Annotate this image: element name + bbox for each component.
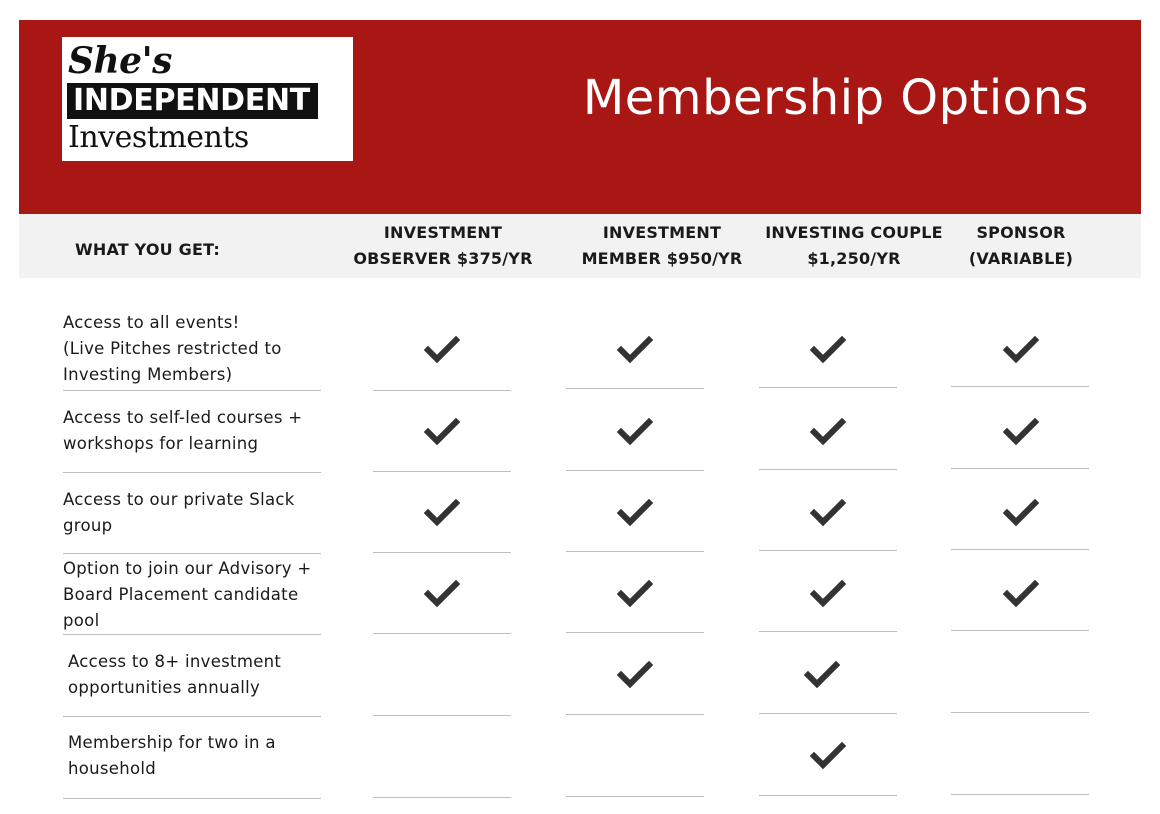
feature-label-line: Access to all events! (63, 313, 240, 332)
cell-divider (566, 796, 704, 797)
cell-divider (951, 794, 1089, 795)
tier-header-line-2: (VARIABLE) (968, 249, 1074, 268)
cell-divider (951, 630, 1089, 631)
checkmark-icon (810, 580, 846, 608)
feature-label (63, 556, 333, 634)
cell-divider (759, 550, 897, 551)
header-banner (19, 20, 1141, 214)
checkmark-icon (1003, 580, 1039, 608)
checkmark-icon (617, 336, 653, 364)
feature-label-line: Board Placement candidate (63, 585, 299, 604)
tier-header-line-1: INVESTMENT (383, 223, 503, 242)
checkmark-icon (810, 336, 846, 364)
feature-label (63, 405, 333, 457)
cell-divider (373, 552, 511, 553)
checkmark-icon (1003, 418, 1039, 446)
row-divider (63, 472, 321, 473)
checkmark-icon (804, 661, 840, 689)
tier-header-line-1: INVESTING COUPLE (765, 223, 943, 242)
cell-divider (566, 714, 704, 715)
feature-label-line: Access to 8+ investment (68, 652, 282, 671)
feature-label-line: pool (63, 611, 100, 630)
checkmark-icon (810, 418, 846, 446)
feature-label-line: Membership for two in a (68, 733, 276, 752)
feature-label-line: (Live Pitches restricted to (63, 339, 282, 358)
brand-logo (62, 37, 353, 161)
tier-header-line-1: INVESTMENT (602, 223, 722, 242)
cell-divider (373, 390, 511, 391)
checkmark-icon (424, 336, 460, 364)
feature-label (68, 649, 338, 701)
cell-divider (759, 713, 897, 714)
tier-header-line-2: $1,250/YR (807, 249, 901, 268)
cell-divider (951, 549, 1089, 550)
row-divider (63, 798, 321, 799)
logo-line-2: INDEPENDENT (67, 83, 318, 119)
table-header-row (19, 214, 1141, 278)
cell-divider (373, 797, 511, 798)
cell-divider (373, 715, 511, 716)
cell-divider (566, 388, 704, 389)
row-divider (63, 553, 321, 554)
tier-header-observer (345, 220, 541, 272)
cell-divider (759, 387, 897, 388)
logo-line-3: Investments (68, 120, 249, 155)
row-divider (63, 634, 321, 635)
tier-header-member (564, 220, 760, 272)
feature-label-line: Access to self-led courses + (63, 408, 303, 427)
tier-header-line-2: OBSERVER $375/YR (353, 249, 533, 268)
feature-label-line: Option to join our Advisory + (63, 559, 312, 578)
feature-column-header: WHAT YOU GET: (75, 240, 220, 259)
cell-divider (566, 470, 704, 471)
tier-header-couple (756, 220, 952, 272)
checkmark-icon (617, 418, 653, 446)
row-divider (63, 390, 321, 391)
feature-label (68, 730, 338, 782)
feature-label-line: opportunities annually (68, 678, 261, 697)
feature-label (63, 487, 333, 539)
checkmark-icon (424, 580, 460, 608)
feature-label-line: household (68, 759, 157, 778)
checkmark-icon (810, 499, 846, 527)
checkmark-icon (617, 499, 653, 527)
tier-header-line-1: SPONSOR (976, 223, 1066, 242)
checkmark-icon (424, 499, 460, 527)
cell-divider (373, 471, 511, 472)
cell-divider (566, 632, 704, 633)
cell-divider (566, 551, 704, 552)
cell-divider (951, 386, 1089, 387)
checkmark-icon (810, 742, 846, 770)
cell-divider (373, 633, 511, 634)
feature-label-line: Investing Members) (63, 365, 233, 384)
feature-label-line: Access to our private Slack (63, 490, 295, 509)
cell-divider (951, 712, 1089, 713)
checkmark-icon (617, 580, 653, 608)
cell-divider (759, 631, 897, 632)
cell-divider (951, 468, 1089, 469)
logo-line-1: She's (68, 40, 172, 82)
checkmark-icon (1003, 336, 1039, 364)
tier-header-sponsor (943, 220, 1099, 272)
checkmark-icon (617, 661, 653, 689)
cell-divider (759, 795, 897, 796)
feature-label-line: group (63, 516, 113, 535)
checkmark-icon (1003, 499, 1039, 527)
checkmark-icon (424, 418, 460, 446)
page-title: Membership Options (582, 70, 1089, 126)
row-divider (63, 716, 321, 717)
cell-divider (759, 469, 897, 470)
feature-label (63, 310, 333, 388)
feature-label-line: workshops for learning (63, 434, 259, 453)
tier-header-line-2: MEMBER $950/YR (581, 249, 743, 268)
